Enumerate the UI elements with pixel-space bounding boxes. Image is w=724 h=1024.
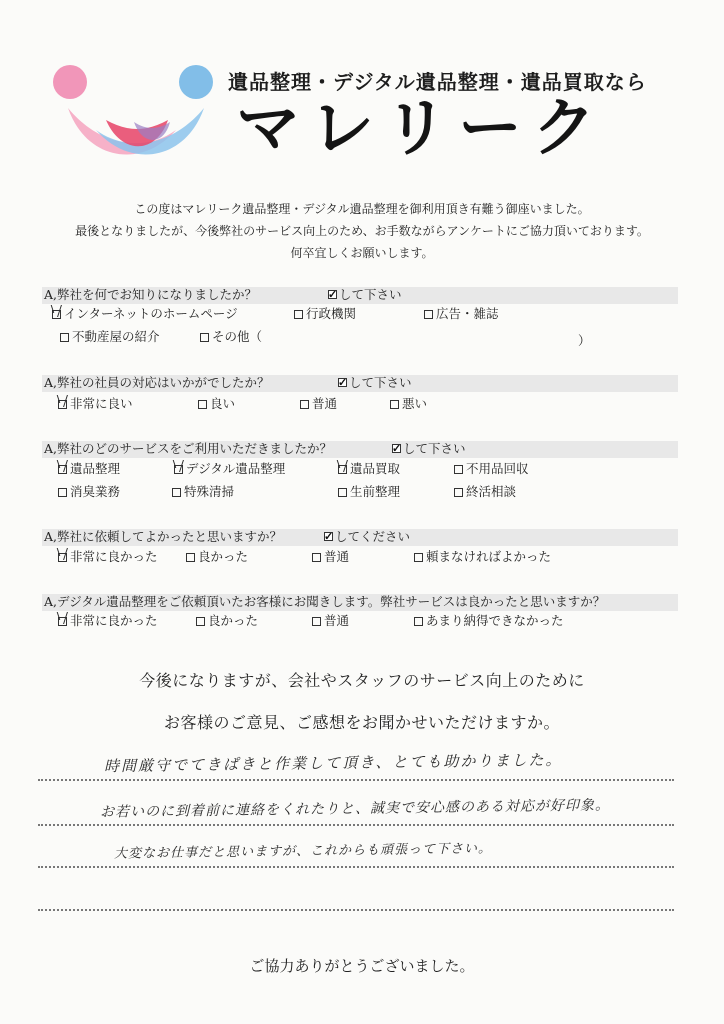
- q1-option-other[interactable]: その他（: [200, 329, 262, 345]
- comment-rule: [38, 824, 674, 826]
- q4-option-good[interactable]: 良かった: [186, 549, 248, 565]
- q2-option-very-good[interactable]: 非常に良い: [58, 396, 133, 412]
- q3-option-special-cleaning[interactable]: 特殊清掃: [172, 484, 234, 500]
- checkbox-icon[interactable]: [312, 617, 321, 626]
- checkbox-icon[interactable]: [198, 400, 207, 409]
- checkbox-icon[interactable]: [414, 617, 423, 626]
- brand-name: マレリーク: [236, 92, 606, 166]
- q4-option-normal[interactable]: 普通: [312, 549, 349, 565]
- question-3-hint: ✓ して下さい: [392, 440, 466, 457]
- checkbox-icon[interactable]: [172, 488, 181, 497]
- checkbox-icon[interactable]: [338, 465, 347, 474]
- question-4-hint: ✓ してください: [324, 528, 410, 545]
- handwritten-comment-1: 時間厳守でてきぱきと作業して頂き、とても助かりました。: [103, 750, 563, 776]
- q1-option-real-estate[interactable]: 不動産屋の紹介: [60, 329, 160, 345]
- checkbox-icon[interactable]: [196, 617, 205, 626]
- checkbox-icon[interactable]: [454, 465, 463, 474]
- checkbox-icon[interactable]: [58, 617, 67, 626]
- checkbox-icon[interactable]: [294, 310, 303, 319]
- handwritten-comment-3: 大変なお仕事だと思いますが、これからも頑張って下さい。: [113, 841, 493, 862]
- question-5-text: A,デジタル遺品整理をご依頼頂いたお客様にお聞きします。弊社サービスは良かったと思いますか？: [44, 594, 606, 609]
- comment-rule: [38, 909, 674, 911]
- closing-line-2: お客様のご意見、ご感想をお聞かせいただけますか。: [163, 713, 560, 732]
- intro-line-1: この度はマレリーク遺品整理・デジタル遺品整理を御利用頂き有難う御座いました。: [134, 202, 590, 216]
- question-1-text: A,弊社を何でお知りになりましたか？: [44, 287, 258, 302]
- comment-rule: [38, 866, 674, 868]
- q1-option-government[interactable]: 行政機関: [294, 306, 356, 322]
- question-2-hint: ✓ して下さい: [338, 374, 412, 391]
- checkbox-icon[interactable]: [186, 553, 195, 562]
- checkbox-icon[interactable]: [52, 310, 61, 319]
- check-mark-icon: [338, 378, 347, 387]
- intro-line-2: 最後となりましたが、今後弊社のサービス向上のため、お手数ながらアンケートにご協力頂いております。: [75, 224, 649, 238]
- check-mark-icon: [328, 290, 337, 299]
- brand-logo-icon: [46, 60, 226, 170]
- question-2-text: A,弊社の社員の対応はいかがでしたか？: [44, 375, 270, 390]
- q3-option-pre-death-arrangement[interactable]: 生前整理: [338, 484, 400, 500]
- checkbox-icon[interactable]: [312, 553, 321, 562]
- q2-option-normal[interactable]: 普通: [300, 396, 337, 412]
- checkbox-icon[interactable]: [58, 488, 67, 497]
- handwritten-comment-2: お若いのに到着前に連絡をくれたりと、誠実で安心感のある対応が好印象。: [99, 797, 611, 821]
- checkbox-icon[interactable]: [414, 553, 423, 562]
- q4-option-regret[interactable]: 頼まなければよかった: [414, 549, 551, 565]
- q5-option-good[interactable]: 良かった: [196, 613, 258, 629]
- thanks-message: ご協力ありがとうございました。: [249, 957, 475, 975]
- checkbox-icon[interactable]: [200, 333, 209, 342]
- q3-option-junk-removal[interactable]: 不用品回収: [454, 461, 529, 477]
- checkbox-icon[interactable]: [58, 465, 67, 474]
- question-3-text: A,弊社のどのサービスをご利用いただきましたか？: [44, 441, 333, 456]
- q1-option-homepage[interactable]: インターネットのホームページ: [52, 306, 238, 322]
- comment-rule: [38, 779, 674, 781]
- q5-option-very-good[interactable]: 非常に良かった: [58, 613, 158, 629]
- closing-line-1: 今後になりますが、会社やスタッフのサービス向上のために: [139, 671, 585, 690]
- checkbox-icon[interactable]: [174, 465, 183, 474]
- q1-other-close-paren: ）: [578, 333, 591, 348]
- q5-option-normal[interactable]: 普通: [312, 613, 349, 629]
- question-4-text: A,弊社に依頼してよかったと思いますか？: [44, 529, 283, 544]
- q3-option-deodorizing[interactable]: 消臭業務: [58, 484, 120, 500]
- q3-option-estate-clearing[interactable]: 遺品整理: [58, 461, 120, 477]
- q3-option-purchase[interactable]: 遺品買取: [338, 461, 400, 477]
- checkbox-icon[interactable]: [424, 310, 433, 319]
- tagline: 遺品整理・デジタル遺品整理・遺品買取なら: [228, 70, 647, 94]
- q4-option-very-good[interactable]: 非常に良かった: [58, 549, 158, 565]
- q2-option-bad[interactable]: 悪い: [390, 396, 427, 412]
- q3-option-digital-estate[interactable]: デジタル遺品整理: [174, 461, 285, 477]
- q3-option-end-of-life-consult[interactable]: 終活相談: [454, 484, 516, 500]
- q1-option-advertisement[interactable]: 広告・雑誌: [424, 306, 499, 322]
- checkbox-icon[interactable]: [338, 488, 347, 497]
- question-1-hint: ✓ して下さい: [328, 286, 402, 303]
- checkbox-icon[interactable]: [60, 333, 69, 342]
- check-mark-icon: [392, 444, 401, 453]
- checkbox-icon[interactable]: [58, 400, 67, 409]
- check-mark-icon: [324, 532, 333, 541]
- checkbox-icon[interactable]: [390, 400, 399, 409]
- q5-option-unsatisfied[interactable]: あまり納得できなかった: [414, 613, 564, 629]
- checkbox-icon[interactable]: [300, 400, 309, 409]
- checkbox-icon[interactable]: [58, 553, 67, 562]
- checkbox-icon[interactable]: [454, 488, 463, 497]
- q2-option-good[interactable]: 良い: [198, 396, 235, 412]
- intro-line-3: 何卒宜しくお願いします。: [290, 246, 434, 260]
